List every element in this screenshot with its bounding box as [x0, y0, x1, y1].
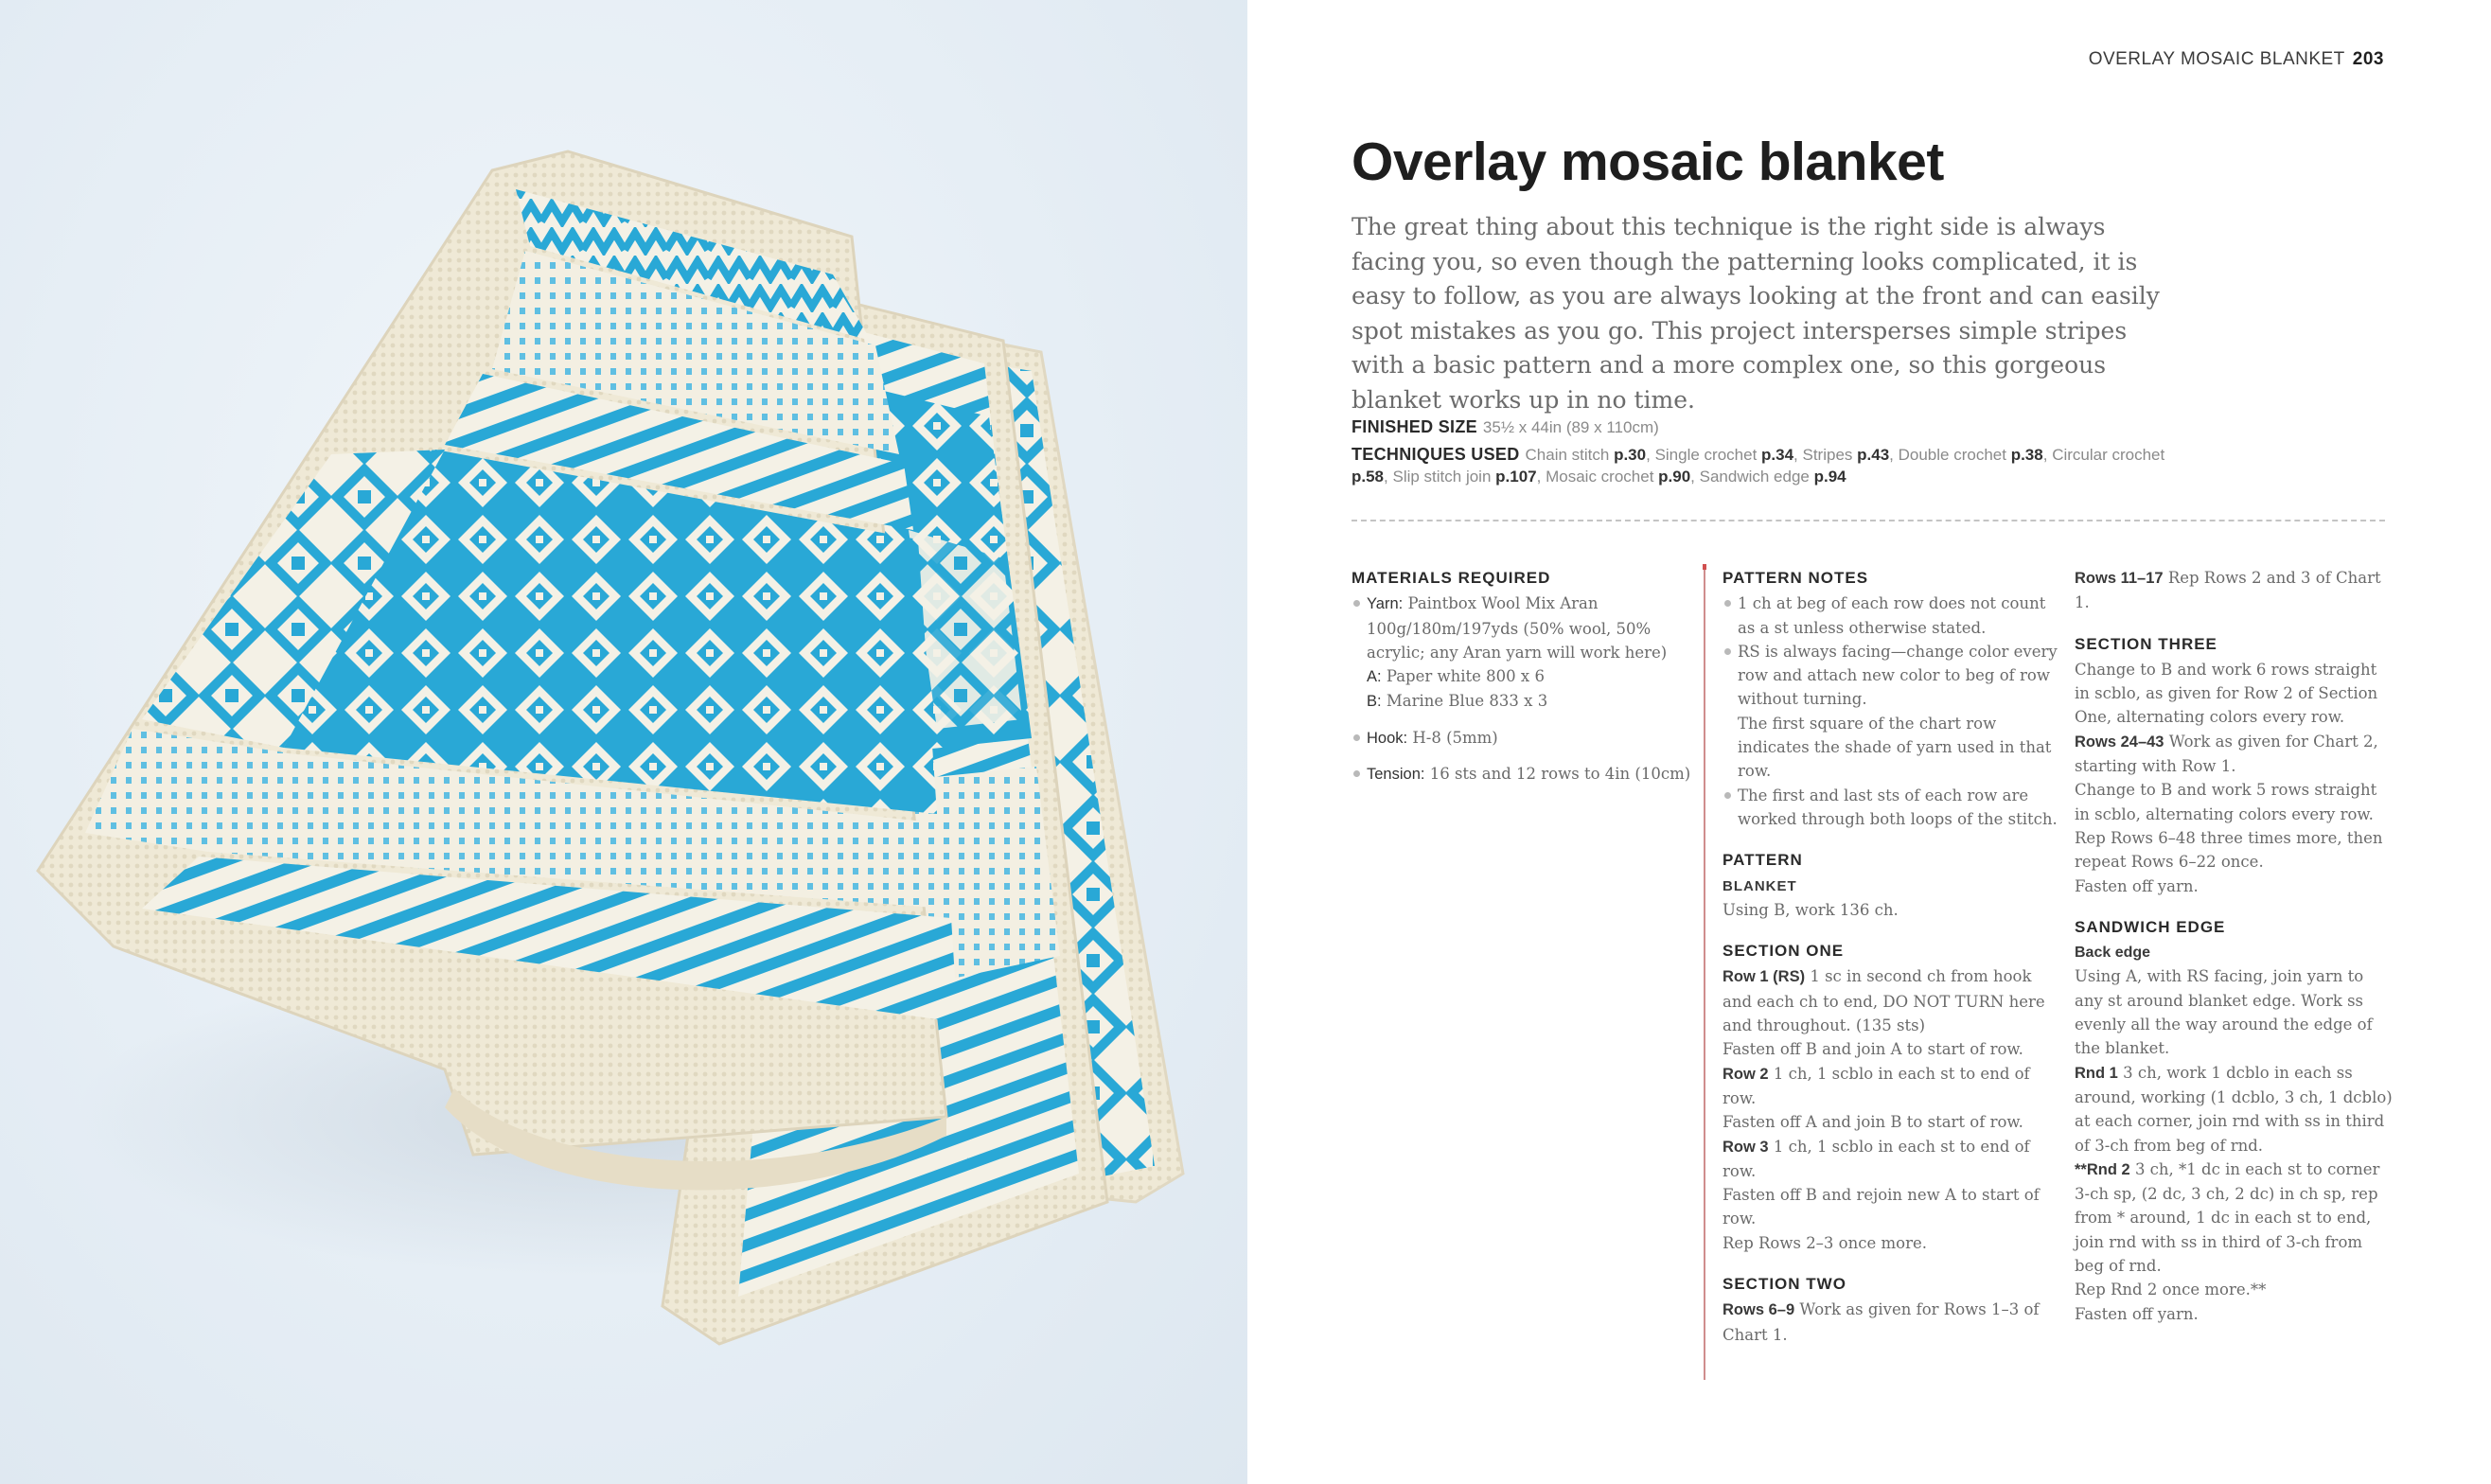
specs-block	[1352, 416, 2184, 493]
techniques-used	[1352, 444, 2184, 487]
technique-separator: ,	[1536, 468, 1546, 486]
hook-item	[1352, 726, 1692, 751]
technique-name: Sandwich edge	[1699, 468, 1814, 486]
rows-6-9-text	[1722, 1298, 2063, 1347]
column-rule	[1704, 570, 1705, 1380]
back-edge-subheading: Back edge	[2075, 945, 2151, 962]
color-b-label: B:	[1367, 693, 1382, 711]
section-one-repeat: Rep Rows 2–3 once more.	[1722, 1233, 1927, 1252]
rnd-1-body: 3 ch, work 1 dcblo in each ss around, working (1 dcblo, 3 ch, 1 dcblo) at each corner, join rnd with ss in third of 3-ch from beg of rnd.	[2075, 1063, 2393, 1155]
pattern-notes-list	[1722, 592, 2063, 711]
row-2-fasten: Fasten off A and join B to start of row.	[1722, 1113, 2023, 1132]
sandwich-edge-fasten: Fasten off yarn.	[2075, 1304, 2199, 1323]
technique-name: Slip stitch join	[1392, 468, 1496, 486]
technique-separator: ,	[1384, 468, 1393, 486]
row-3-body: 1 ch, 1 scblo in each st to end of row.	[1722, 1137, 2030, 1180]
yarn-text: Paintbox Wool Mix Aran 100g/180m/197yds (50% wool, 50% acrylic; any Aran yarn will work here)	[1367, 594, 1668, 662]
technique-name: Stripes	[1802, 446, 1858, 464]
running-head	[2089, 49, 2384, 70]
materials-list	[1352, 592, 1692, 786]
technique-page-ref: p.34	[1761, 446, 1794, 464]
color-b-text: Marine Blue 833 x 3	[1386, 692, 1548, 711]
technique-name: Chain stitch	[1525, 446, 1615, 464]
rnd-2-text	[2075, 1157, 2396, 1278]
rows-11-17-label: Rows 11–17	[2075, 570, 2164, 587]
notes-column	[1722, 566, 2063, 1347]
technique-name: Mosaic crochet	[1546, 468, 1659, 486]
rows-6-9-body: Work as given for Rows 1–3 of Chart 1.	[1722, 1300, 2040, 1344]
technique-page-ref: p.107	[1495, 468, 1537, 486]
section-two-heading: SECTION TWO	[1722, 1275, 1846, 1294]
rnd-2-repeat: Rep Rnd 2 once more.**	[2075, 1281, 2267, 1299]
finished-size	[1352, 416, 2184, 438]
section-three-p4: Fasten off yarn.	[2075, 876, 2199, 895]
page-title: Overlay mosaic blanket	[1352, 132, 1944, 192]
technique-page-ref: p.30	[1614, 446, 1647, 464]
pattern-heading: PATTERN	[1722, 851, 1803, 870]
page-number: 203	[2352, 49, 2384, 69]
hook-label: Hook:	[1367, 729, 1408, 747]
technique-separator: ,	[1690, 468, 1700, 486]
rnd-2-label: **Rnd 2	[2075, 1160, 2130, 1178]
pattern-notes-heading: PATTERN NOTES	[1722, 569, 1869, 587]
row-3-text	[1722, 1135, 2063, 1184]
rnd-1-text	[2075, 1061, 2396, 1157]
technique-separator: ,	[1793, 446, 1803, 464]
section-three-p1: Change to B and work 6 rows straight in scblo, as given for Row 2 of Section One, alternating colors every row.	[2075, 660, 2378, 727]
row-3-fasten: Fasten off B and rejoin new A to start of row.	[1722, 1186, 2040, 1228]
rows-6-9-label: Rows 6–9	[1722, 1301, 1795, 1319]
technique-separator: ,	[1646, 446, 1655, 464]
materials-column	[1352, 566, 1692, 786]
rows-24-43-text	[2075, 730, 2396, 779]
technique-separator: ,	[2042, 446, 2053, 464]
row-2-text	[1722, 1062, 2063, 1111]
row-3-label: Row 3	[1722, 1138, 1769, 1156]
color-a-label: A:	[1367, 668, 1382, 686]
technique-page-ref: p.90	[1658, 468, 1691, 486]
technique-page-ref: p.43	[1857, 446, 1890, 464]
row-1-fasten: Fasten off B and join A to start of row.	[1722, 1040, 2023, 1059]
section-three-heading: SECTION THREE	[2075, 634, 2217, 653]
rnd-2-body: 3 ch, *1 dc in each st to corner 3-ch sp, (2 dc, 3 ch, 2 dc) in ch sp, rep from * around, 1 dc in each st to end, join rnd with ss in third of 3-ch from beg of rnd.	[2075, 1159, 2380, 1276]
rows-11-17-body: Rep Rows 2 and 3 of Chart 1.	[2075, 569, 2381, 612]
yarn-item	[1352, 592, 1692, 714]
technique-page-ref: p.58	[1352, 468, 1385, 486]
technique-name: Double crochet	[1898, 446, 2011, 464]
section-one-heading: SECTION ONE	[1722, 942, 1845, 961]
row-1-label: Row 1 (RS)	[1722, 968, 1806, 986]
row-2-label: Row 2	[1722, 1065, 1769, 1083]
color-a-text: Paper white 800 x 6	[1386, 667, 1545, 686]
intro-paragraph: The great thing about this technique is the right side is always facing you, so even though the patterning looks complicated, it is easy to follow, as you are always looking at the front and can easily spot mistakes as you go. This project intersperses simple stripes with a basic pattern and a more complex one, so this gorgeous blanket works up in no time.	[1352, 213, 2160, 414]
yarn-label: Yarn:	[1367, 595, 1404, 613]
row-2-body: 1 ch, 1 scblo in each st to end of row.	[1722, 1064, 2030, 1107]
technique-name: Circular crochet	[2052, 446, 2165, 464]
pattern-start-text: Using B, work 136 ch.	[1722, 900, 1899, 919]
tension-item	[1352, 762, 1692, 786]
blanket-subheading: BLANKET	[1722, 877, 1797, 894]
sandwich-edge-p1: Using A, with RS facing, join yarn to any st around blanket edge. Work ss evenly all the way around the edge of the blanket.	[2075, 967, 2373, 1058]
pattern-note-continued: The first square of the chart row indicates the shade of yarn used in that row.	[1738, 714, 2052, 781]
tension-text: 16 sts and 12 rows to 4in (10cm)	[1429, 765, 1691, 784]
pattern-notes-list-2	[1722, 784, 2063, 832]
technique-page-ref: p.38	[2010, 446, 2043, 464]
technique-page-ref: p.94	[1813, 468, 1846, 486]
rows-24-43-label: Rows 24–43	[2075, 733, 2164, 751]
dashed-divider	[1352, 520, 2385, 521]
finished-size-label: FINISHED SIZE	[1352, 417, 1477, 436]
section-three-p2: Change to B and work 5 rows straight in scblo, alternating colors every row.	[2075, 781, 2377, 823]
instructions-column	[2075, 566, 2396, 1326]
pattern-note: RS is always facing—change color every row and attach new color to beg of row without turning.	[1722, 640, 2063, 712]
rows-24-43-body: Work as given for Chart 2, starting with Row 1.	[2075, 732, 2378, 776]
row-1-text	[1722, 964, 2063, 1037]
running-head-title: OVERLAY MOSAIC BLANKET	[2088, 49, 2345, 69]
section-three-p3: Rep Rows 6–48 three times more, then repeat Rows 6–22 once.	[2075, 828, 2383, 872]
materials-heading: MATERIALS REQUIRED	[1352, 569, 1551, 587]
rows-11-17-text	[2075, 566, 2396, 615]
row-1-body: 1 sc in second ch from hook and each ch to end, DO NOT TURN here and throughout. (135 sts)	[1722, 967, 2045, 1035]
techniques-label: TECHNIQUES USED	[1352, 445, 1520, 464]
hook-text: H-8 (5mm)	[1412, 728, 1498, 747]
pattern-page	[1247, 0, 2491, 1484]
technique-separator: ,	[1889, 446, 1899, 464]
tension-label: Tension:	[1367, 766, 1425, 784]
pattern-note: The first and last sts of each row are worked through both loops of the stitch.	[1722, 784, 2063, 832]
sandwich-edge-heading: SANDWICH EDGE	[2075, 917, 2226, 936]
rnd-1-label: Rnd 1	[2075, 1064, 2118, 1082]
pattern-note: 1 ch at beg of each row does not count as a st unless otherwise stated.	[1722, 592, 2063, 640]
finished-size-value: 35½ x 44in (89 x 110cm)	[1482, 418, 1659, 436]
technique-name: Single crochet	[1654, 446, 1762, 464]
